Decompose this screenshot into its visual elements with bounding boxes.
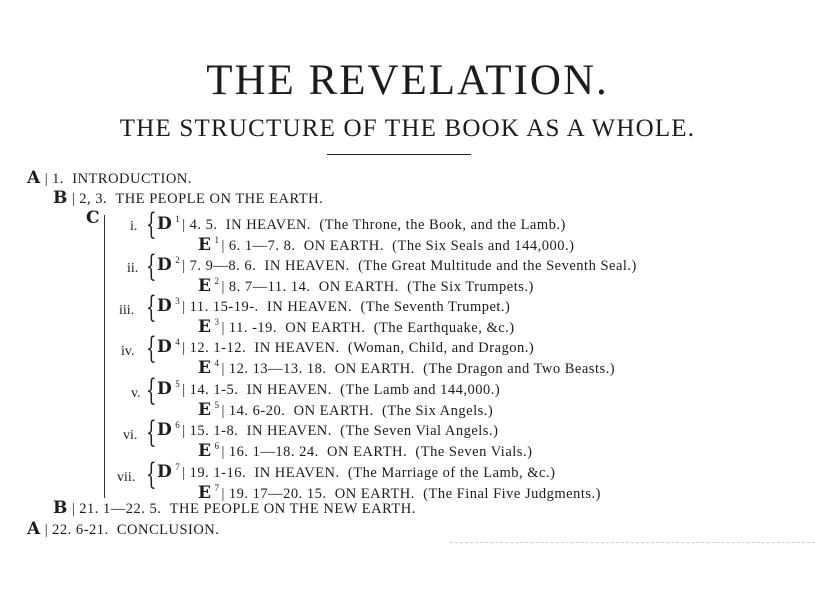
heaven-row: D $^1$ | 4. 5. IN HEAVEN. (The Throne, the Book, and the Lamb.)	[157, 214, 566, 234]
heaven-row: D $^4$ | 12. 1-12. IN HEAVEN. (Woman, Child, and Dragon.)	[157, 337, 535, 357]
row-text: CONCLUSION.	[116, 522, 220, 538]
blackletter-b: B	[53, 188, 68, 208]
blackletter-a: A	[27, 519, 41, 539]
scripture-ref: 2, 3.	[79, 191, 108, 207]
section-c-bracket-line	[104, 215, 105, 498]
brace-icon: {	[146, 331, 157, 366]
earth-row: E $^4$ | 12. 13—13. 18. ON EARTH. (The Dragon and Two Beasts.)	[198, 358, 616, 378]
blackletter-b: B	[53, 498, 68, 518]
earth-row: E $^7$ | 19. 17—20. 15. ON EARTH. (The Final Five Judgments.)	[198, 483, 601, 503]
scripture-ref: 21. 1—22. 5.	[79, 501, 162, 517]
earth-row: E $^5$ | 14. 6-20. ON EARTH. (The Six Angels.)	[198, 400, 494, 420]
group-number: vi.	[123, 428, 138, 443]
earth-row: E $^6$ | 16. 1—18. 24. ON EARTH. (The Seven Vials.)	[198, 441, 533, 461]
brace-icon: {	[146, 373, 157, 408]
brace-icon: {	[146, 207, 157, 242]
title-divider	[327, 154, 471, 155]
row-text: THE PEOPLE ON THE EARTH.	[115, 191, 324, 207]
row-text: THE PEOPLE ON THE NEW EARTH.	[169, 501, 416, 517]
page-subtitle: THE STRUCTURE OF THE BOOK AS A WHOLE.	[119, 115, 696, 142]
group-number: v.	[131, 386, 141, 401]
blackletter-c: C	[86, 208, 101, 228]
earth-row: E $^1$ | 6. 1—7. 8. ON EARTH. (The Six Seals and 144,000.)	[198, 235, 575, 255]
outline-row-a-conclusion: A | 22. 6-21. CONCLUSION.	[27, 519, 220, 539]
earth-row: E $^3$ | 11. -19. ON EARTH. (The Earthquake, &c.)	[198, 317, 515, 337]
blackletter-a: A	[27, 168, 41, 188]
scripture-ref: 22. 6-21.	[52, 522, 109, 538]
heaven-row: D $^5$ | 14. 1-5. IN HEAVEN. (The Lamb and 144,000.)	[157, 379, 501, 399]
page-title: THE REVELATION.	[206, 57, 609, 104]
outline-row-b-people-earth: B | 2, 3. THE PEOPLE ON THE EARTH.	[53, 188, 324, 208]
heaven-row: D $^6$ | 15. 1-8. IN HEAVEN. (The Seven Vial Angels.)	[157, 420, 499, 440]
bleed-through-text	[450, 542, 815, 543]
outline-row-a-introduction: A | 1. INTRODUCTION.	[27, 168, 192, 188]
group-number: iii.	[119, 303, 135, 318]
brace-icon: {	[146, 457, 157, 492]
group-number: i.	[130, 219, 138, 234]
earth-row: E $^2$ | 8. 7—11. 14. ON EARTH. (The Six Trumpets.)	[198, 276, 534, 296]
row-text: INTRODUCTION.	[72, 171, 192, 187]
group-number: ii.	[127, 261, 139, 276]
group-number: iv.	[121, 344, 135, 359]
brace-icon: {	[146, 290, 157, 325]
brace-icon: {	[146, 415, 157, 450]
scripture-ref: 1.	[52, 171, 64, 187]
group-number: vii.	[117, 470, 136, 485]
outline-row-b-people-new-earth: B | 21. 1—22. 5. THE PEOPLE ON THE NEW EARTH.	[53, 498, 416, 518]
brace-icon: {	[146, 249, 157, 284]
heaven-row: D $^3$ | 11. 15-19-. IN HEAVEN. (The Seventh Trumpet.)	[157, 296, 511, 316]
heaven-row: D $^7$ | 19. 1-16. IN HEAVEN. (The Marriage of the Lamb, &c.)	[157, 462, 556, 482]
heaven-row: D $^2$ | 7. 9—8. 6. IN HEAVEN. (The Great Multitude and the Seventh Seal.)	[157, 255, 637, 275]
